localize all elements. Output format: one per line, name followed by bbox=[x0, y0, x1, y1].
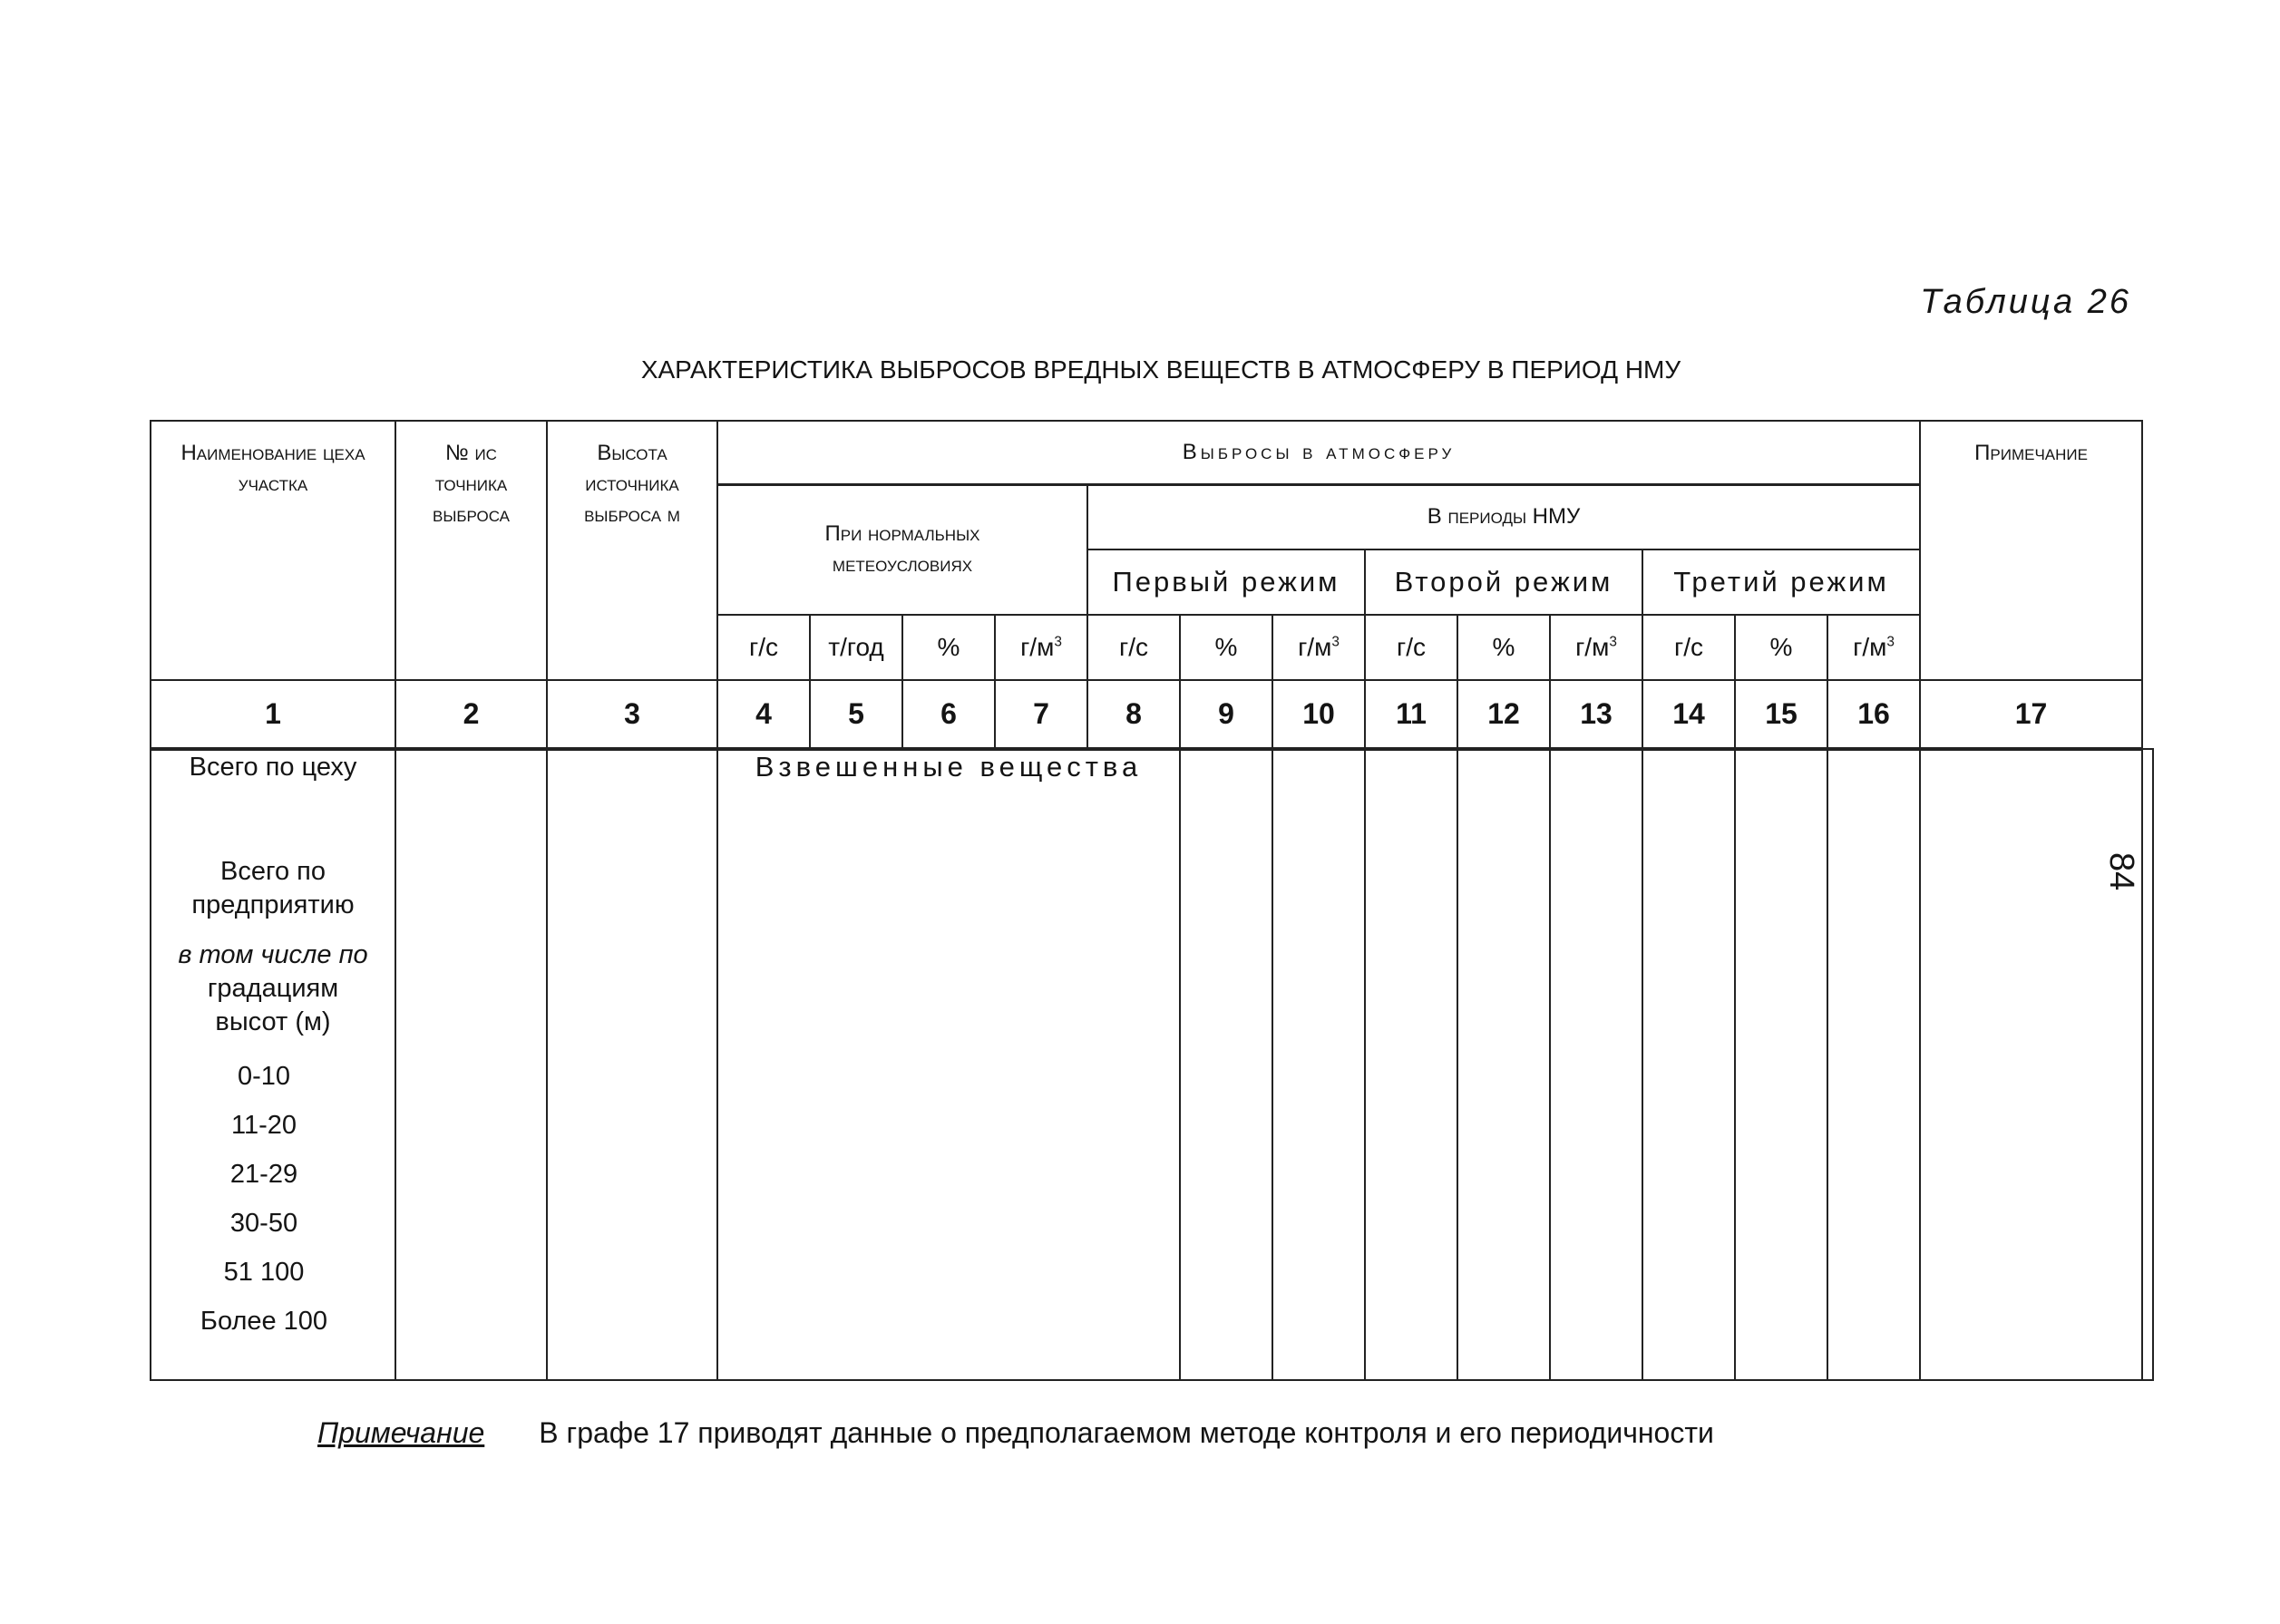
unit-cell bbox=[1087, 615, 1180, 680]
unit-text: % bbox=[1214, 633, 1238, 661]
unit-text: г/м bbox=[1020, 633, 1055, 661]
substance-name: Взвешенные вещества bbox=[717, 749, 1180, 1380]
column-number: 12 bbox=[1457, 680, 1550, 749]
column-number: 11 bbox=[1365, 680, 1457, 749]
unit-cell bbox=[1550, 615, 1642, 680]
column-number: 6 bbox=[902, 680, 995, 749]
data-cell bbox=[1457, 749, 1550, 1380]
column-number: 4 bbox=[717, 680, 810, 749]
note-text: В графе 17 приводят данные о предполагаемом методе контроля и его периодичности bbox=[539, 1416, 1714, 1449]
column-number: 8 bbox=[1087, 680, 1180, 749]
table-number-label: Таблица 26 bbox=[1920, 283, 2131, 321]
column-number: 16 bbox=[1827, 680, 1920, 749]
row-gradation: 0-10 bbox=[237, 1062, 291, 1091]
unit-cell bbox=[902, 615, 995, 680]
header-nmu-periods: В периоды НМУ bbox=[1087, 484, 1920, 549]
note-label: Примечание bbox=[317, 1416, 485, 1449]
row-shop-total: Всего по цеху bbox=[189, 753, 357, 782]
data-cell bbox=[395, 749, 547, 1380]
unit-cell bbox=[1827, 615, 1920, 680]
unit-cell bbox=[1457, 615, 1550, 680]
column-number: 9 bbox=[1180, 680, 1272, 749]
unit-text: т/год bbox=[828, 633, 884, 661]
column-number: 1 bbox=[151, 680, 395, 749]
unit-text: г/м bbox=[1298, 633, 1332, 661]
header-shop-name: Наименование цеха участка bbox=[151, 421, 395, 680]
unit-text: % bbox=[1769, 633, 1793, 661]
data-cell bbox=[1365, 749, 1457, 1380]
column-number: 15 bbox=[1735, 680, 1827, 749]
header-mode-1: Первый режим bbox=[1087, 549, 1365, 615]
row-including: в том числе по bbox=[178, 940, 368, 969]
column-number: 13 bbox=[1550, 680, 1642, 749]
unit-text: г/м bbox=[1575, 633, 1610, 661]
unit-superscript: 3 bbox=[1331, 634, 1340, 650]
unit-cell bbox=[1735, 615, 1827, 680]
column-number: 10 bbox=[1272, 680, 1365, 749]
header-source-number: № ис точника выброса bbox=[395, 421, 547, 680]
unit-cell bbox=[1642, 615, 1735, 680]
table-title: ХАРАКТЕРИСТИКА ВЫБРОСОВ ВРЕДНЫХ ВЕЩЕСТВ В АТМОСФЕРУ В ПЕРИОД НМУ bbox=[640, 355, 1681, 384]
row-enterprise-total-line2: предприятию bbox=[191, 890, 355, 919]
header-normal-conditions: При нормальных метеоусловиях bbox=[717, 484, 1087, 615]
row-gradations-line2: высот (м) bbox=[215, 1007, 331, 1036]
unit-text: % bbox=[1492, 633, 1515, 661]
row-gradation: 51 100 bbox=[223, 1258, 305, 1287]
unit-cell bbox=[717, 615, 810, 680]
unit-text: г/с bbox=[1397, 633, 1426, 661]
data-cell bbox=[1735, 749, 1827, 1380]
unit-superscript: 3 bbox=[1886, 634, 1895, 650]
row-labels-cell bbox=[151, 749, 395, 1380]
data-cell bbox=[1180, 749, 1272, 1380]
unit-cell bbox=[1365, 615, 1457, 680]
unit-text: г/с bbox=[1674, 633, 1703, 661]
unit-text: г/с bbox=[749, 633, 778, 661]
footnote bbox=[317, 1416, 1714, 1450]
column-number: 3 bbox=[547, 680, 717, 749]
header-emissions: Выбросы в атмосферу bbox=[717, 421, 1920, 484]
column-number: 7 bbox=[995, 680, 1087, 749]
column-number: 17 bbox=[1920, 680, 2142, 749]
row-gradation: 30-50 bbox=[229, 1209, 298, 1238]
row-enterprise-total-line1: Всего по bbox=[220, 857, 326, 886]
row-gradation: Более 100 bbox=[200, 1307, 328, 1336]
row-gradations-line1: градациям bbox=[207, 974, 339, 1003]
row-gradation: 11-20 bbox=[230, 1111, 297, 1140]
column-number: 14 bbox=[1642, 680, 1735, 749]
unit-text: г/м bbox=[1853, 633, 1887, 661]
column-number: 2 bbox=[395, 680, 547, 749]
data-cell bbox=[2142, 749, 2153, 1380]
unit-cell bbox=[1180, 615, 1272, 680]
data-cell bbox=[1272, 749, 1365, 1380]
unit-superscript: 3 bbox=[1054, 634, 1062, 650]
unit-cell bbox=[810, 615, 902, 680]
data-cell bbox=[1920, 749, 2142, 1380]
header-mode-3: Третий режим bbox=[1642, 549, 1920, 615]
unit-text: % bbox=[937, 633, 960, 661]
unit-cell bbox=[1272, 615, 1365, 680]
unit-text: г/с bbox=[1119, 633, 1148, 661]
data-cell bbox=[1827, 749, 1920, 1380]
data-cell bbox=[1550, 749, 1642, 1380]
header-mode-2: Второй режим bbox=[1365, 549, 1642, 615]
page-number: 84 bbox=[2102, 852, 2140, 891]
unit-cell bbox=[995, 615, 1087, 680]
header-remark: Примечание bbox=[1920, 421, 2142, 680]
data-cell bbox=[547, 749, 717, 1380]
emissions-table bbox=[150, 420, 2154, 1381]
data-cell bbox=[1642, 749, 1735, 1380]
column-number: 5 bbox=[810, 680, 902, 749]
row-gradation: 21-29 bbox=[229, 1160, 298, 1189]
header-source-height: Высота источника выброса м bbox=[547, 421, 717, 680]
unit-superscript: 3 bbox=[1609, 634, 1617, 650]
